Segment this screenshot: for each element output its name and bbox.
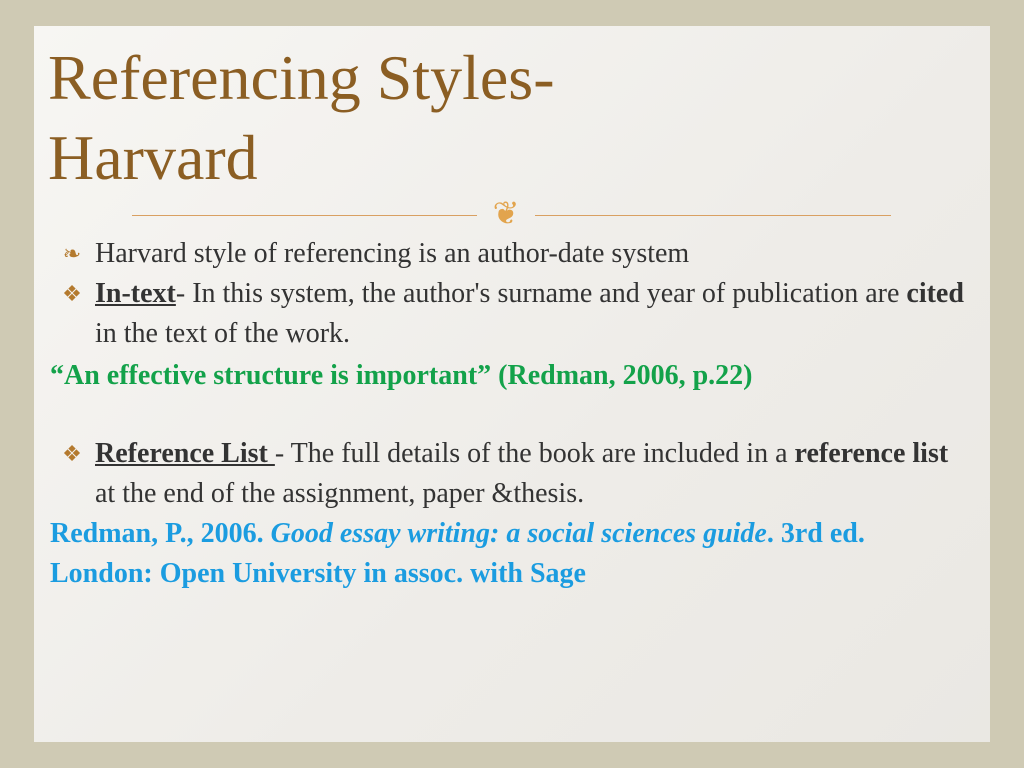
diamond-bullet-icon: ❖ — [62, 281, 82, 306]
in-text-desc-b: in the text of the work. — [95, 318, 351, 349]
diamond-bullet-icon: ❖ — [62, 441, 82, 466]
title-divider-left — [132, 215, 477, 216]
slide-title — [48, 38, 948, 198]
scroll-ornament-icon: ❦ — [492, 194, 520, 232]
title-line-2: Harvard — [48, 122, 258, 193]
reference-list-bold: reference list — [794, 438, 949, 469]
title-line-1: Referencing Styles- — [48, 42, 555, 113]
scroll-bullet-icon: ❧ — [62, 241, 82, 266]
in-text-label: In-text — [95, 278, 176, 309]
in-text-desc-a: - In this system, the author's surname and year of publication are — [175, 278, 907, 309]
bullet-intro — [50, 234, 970, 274]
reference-list-desc-b: at the end of the assignment, paper &thesis. — [95, 478, 585, 509]
reference-example — [50, 514, 970, 594]
ref-rest: . 3rd ed. London: Open University in assoc. with Sage — [50, 518, 865, 589]
title-divider-right — [535, 215, 891, 216]
bullet-reference-list — [50, 434, 970, 514]
reference-list-label: Reference List — [95, 438, 275, 469]
example-quote: “An effective structure is important” (Redman, 2006, p.22) — [50, 360, 753, 391]
ref-title: Good essay writing: a social sciences guide — [270, 518, 767, 549]
intro-text: Harvard style of referencing is an author-date system — [95, 238, 690, 269]
slide-body — [50, 234, 970, 594]
ref-author: Redman, P., 2006. — [50, 518, 271, 549]
bullet-in-text — [50, 274, 970, 354]
reference-list-desc-a: - The full details of the book are included in a — [274, 438, 795, 469]
in-text-bold: cited — [906, 278, 964, 309]
